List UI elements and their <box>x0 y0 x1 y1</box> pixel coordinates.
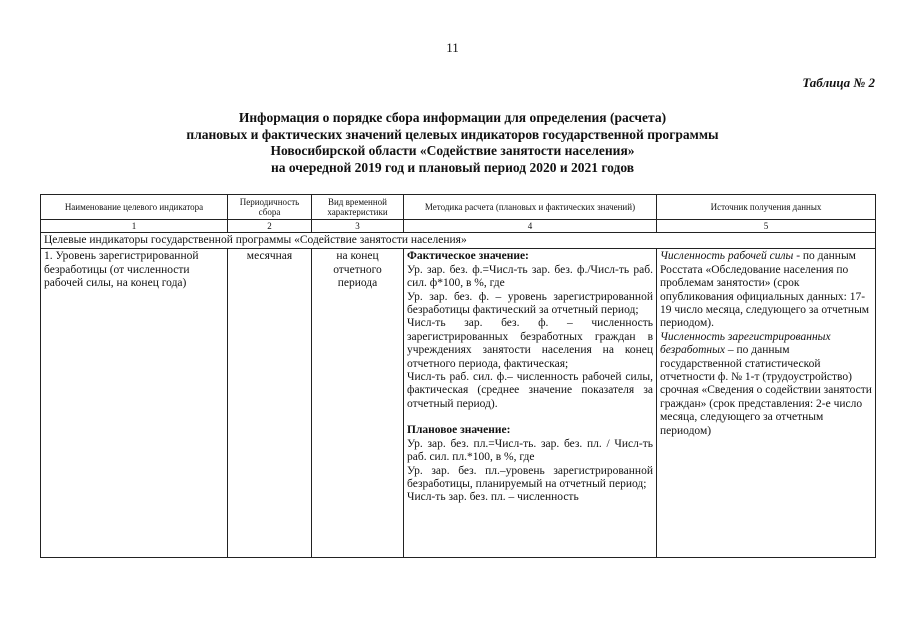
table-row <box>41 249 876 558</box>
title-line: Информация о порядке сбора информации для определения (расчета) <box>238 110 667 125</box>
section-title: Целевые индикаторы государственной программы «Содействие занятости населения» <box>41 233 876 249</box>
column-number: 4 <box>404 220 657 233</box>
fact-line: Числ-ть зар. без. ф. – численность зарегистрированных безработных граждан в учреждениях занятости населения на конец отчетного периода, фактическая; <box>407 317 653 370</box>
fact-line: Числ-ть раб. сил. ф.– численность рабочей силы, фактическая (среднее значение показателя за отчетный период). <box>407 371 653 410</box>
column-number-row <box>41 220 876 233</box>
column-number: 5 <box>657 220 876 233</box>
fact-line: Ур. зар. без. ф.=Числ-ть зар. без. ф./Числ-ть раб. сил. ф*100, в %, где <box>407 263 653 290</box>
source-part2-italic: Численность зарегистрированных безработных <box>660 330 831 357</box>
periodicity-text: месячная <box>246 250 293 263</box>
periodicity-cell <box>228 249 312 558</box>
header-periodicity: Периодичность сбора <box>228 195 312 220</box>
title-line: на очередной 2019 год и плановый период 2020 и 2021 годов <box>270 159 635 175</box>
header-time-type: Вид временной характеристики <box>312 195 404 220</box>
header-method: Методика расчета (плановых и фактических значений) <box>404 195 657 220</box>
title-line: плановых и фактических значений целевых индикаторов государственной программы <box>186 126 719 142</box>
source-cell <box>657 249 876 558</box>
table-header-row <box>41 195 876 220</box>
page-number: 11 <box>446 40 459 55</box>
plan-title: Плановое значение: <box>407 424 511 437</box>
method-cell <box>404 249 657 558</box>
source-part1-italic: Численность рабочей силы <box>660 250 794 263</box>
indicator-cell <box>41 249 228 558</box>
column-number: 1 <box>41 220 228 233</box>
source-part2-text: – по данным государственной статистической отчетности ф. № 1-т (трудоустройство) срочная «Сведения о содействии занятости граждан» (срок представления: 2-е число месяца, следующего за отчетным периодом) <box>660 344 872 437</box>
fact-title: Фактическое значение: <box>407 250 529 263</box>
source-part1-text: - по данным Росстата «Обследование населения по проблемам занятости» (срок опубликования официальных данных: 17-19 число месяца, следующего за отчетным периодом). <box>660 250 870 330</box>
table-label: Таблица № 2 <box>802 75 875 90</box>
time-type-text: на конец отчетного периода <box>333 250 382 290</box>
document-title <box>0 110 905 176</box>
header-indicator: Наименование целевого индикатора <box>41 195 228 220</box>
column-number: 3 <box>312 220 404 233</box>
header-source: Источник получения данных <box>657 195 876 220</box>
section-row <box>41 233 876 249</box>
time-type-cell <box>312 249 404 558</box>
plan-line: Ур. зар. без. пл.–уровень зарегистрированной безработицы, планируемый на отчетный период; <box>407 464 653 490</box>
plan-line: Числ-ть зар. без. пл. – численность <box>407 491 579 504</box>
plan-line: Ур. зар. без. пл.=Числ-ть. зар. без. пл. / Числ-ть раб. сил. пл.*100, в %, где <box>407 437 653 464</box>
indicators-table <box>40 194 876 558</box>
indicator-text: 1. Уровень зарегистрированной безработицы (от численности рабочей силы, на конец года) <box>44 250 199 290</box>
fact-line: Ур. зар. без. ф. – уровень зарегистрированной безработицы фактический за отчетный период; <box>407 290 653 317</box>
column-number: 2 <box>228 220 312 233</box>
title-line: Новосибирской области «Содействие занятости населения» <box>270 143 635 158</box>
